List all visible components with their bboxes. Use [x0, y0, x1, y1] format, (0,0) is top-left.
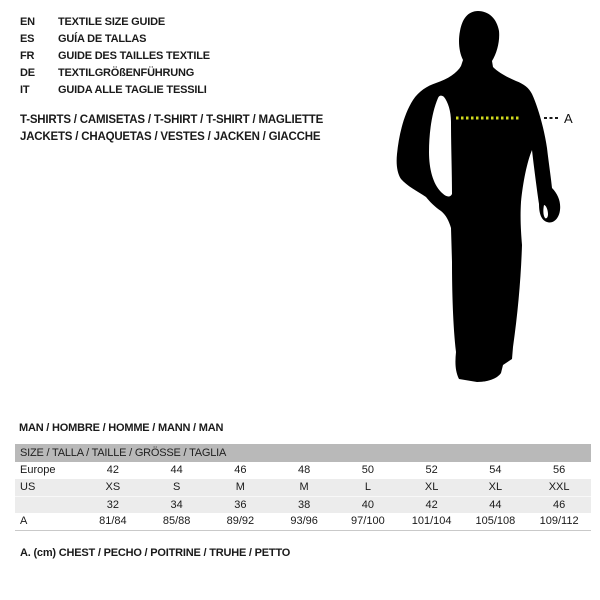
size-cell: S	[172, 481, 181, 493]
size-cell: M	[235, 481, 245, 493]
size-cell: 46	[553, 499, 566, 511]
size-cell: 48	[298, 464, 311, 476]
language-code: DE	[20, 67, 35, 79]
table-row-us	[15, 479, 591, 496]
size-cell: XL	[424, 481, 439, 493]
table-row-numeric	[15, 496, 591, 513]
size-cell: 97/100	[351, 515, 385, 527]
language-code: EN	[20, 16, 35, 28]
language-title: GUÍA DE TALLAS	[58, 33, 147, 45]
category-line-jackets: JACKETS / CHAQUETAS / VESTES / JACKEN / GIACCHE	[20, 131, 321, 143]
table-row-europe	[15, 462, 591, 479]
size-cell: 34	[170, 499, 183, 511]
size-table	[15, 444, 591, 531]
row-label: Europe	[20, 464, 56, 476]
size-cell: L	[364, 481, 371, 493]
size-cell: 109/112	[539, 515, 579, 527]
size-cell: 42	[106, 464, 119, 476]
size-cell: 54	[489, 464, 502, 476]
size-cell: 36	[234, 499, 247, 511]
size-cell: 32	[106, 499, 119, 511]
language-code: IT	[20, 84, 30, 96]
row-label	[15, 497, 81, 513]
size-cell: 40	[361, 499, 374, 511]
size-cell: 44	[170, 464, 183, 476]
language-list	[20, 14, 210, 99]
size-cell: XS	[105, 481, 121, 493]
size-cell: 101/104	[411, 515, 452, 527]
language-row-de	[20, 65, 210, 82]
size-cell: 50	[361, 464, 374, 476]
language-row-fr	[20, 48, 210, 65]
category-titles	[20, 112, 323, 146]
size-cell: M	[299, 481, 309, 493]
size-cell: 44	[489, 499, 502, 511]
size-cell: 52	[425, 464, 438, 476]
language-code: FR	[20, 50, 35, 62]
measure-label-a: A	[564, 111, 573, 126]
language-row-it	[20, 82, 210, 99]
size-cell: 56	[553, 464, 566, 476]
size-cell: 89/92	[226, 515, 255, 527]
row-label: US	[20, 481, 36, 493]
size-cell: 38	[298, 499, 311, 511]
size-cell: 42	[425, 499, 438, 511]
language-code: ES	[20, 33, 35, 45]
size-cell: 85/88	[162, 515, 191, 527]
size-table-header: SIZE / TALLA / TAILLE / GRÖSSE / TAGLIA	[15, 444, 591, 462]
size-cell: XXL	[548, 481, 570, 493]
measurement-footnote: A. (cm) CHEST / PECHO / POITRINE / TRUHE / PETTO	[20, 547, 291, 559]
row-label: A	[20, 515, 28, 527]
size-cell: 93/96	[290, 515, 318, 527]
size-cell: XL	[488, 481, 503, 493]
size-cell: 81/84	[99, 515, 127, 527]
language-row-es	[20, 31, 210, 48]
language-row-en	[20, 14, 210, 31]
language-title: TEXTILE SIZE GUIDE	[58, 16, 166, 28]
size-cell: 105/108	[475, 515, 516, 527]
man-silhouette	[397, 11, 561, 382]
language-title: GUIDE DES TAILLES TEXTILE	[58, 50, 210, 62]
size-cell: 46	[234, 464, 247, 476]
language-title: TEXTILGRÖßENFÜHRUNG	[58, 67, 195, 79]
language-title: GUIDA ALLE TAGLIE TESSILI	[58, 84, 207, 96]
gender-title: MAN / HOMBRE / HOMME / MANN / MAN	[19, 422, 224, 434]
table-row-chest-a	[15, 513, 591, 530]
category-line-tshirts: T-SHIRTS / CAMISETAS / T-SHIRT / T-SHIRT / MAGLIETTE	[20, 114, 324, 126]
